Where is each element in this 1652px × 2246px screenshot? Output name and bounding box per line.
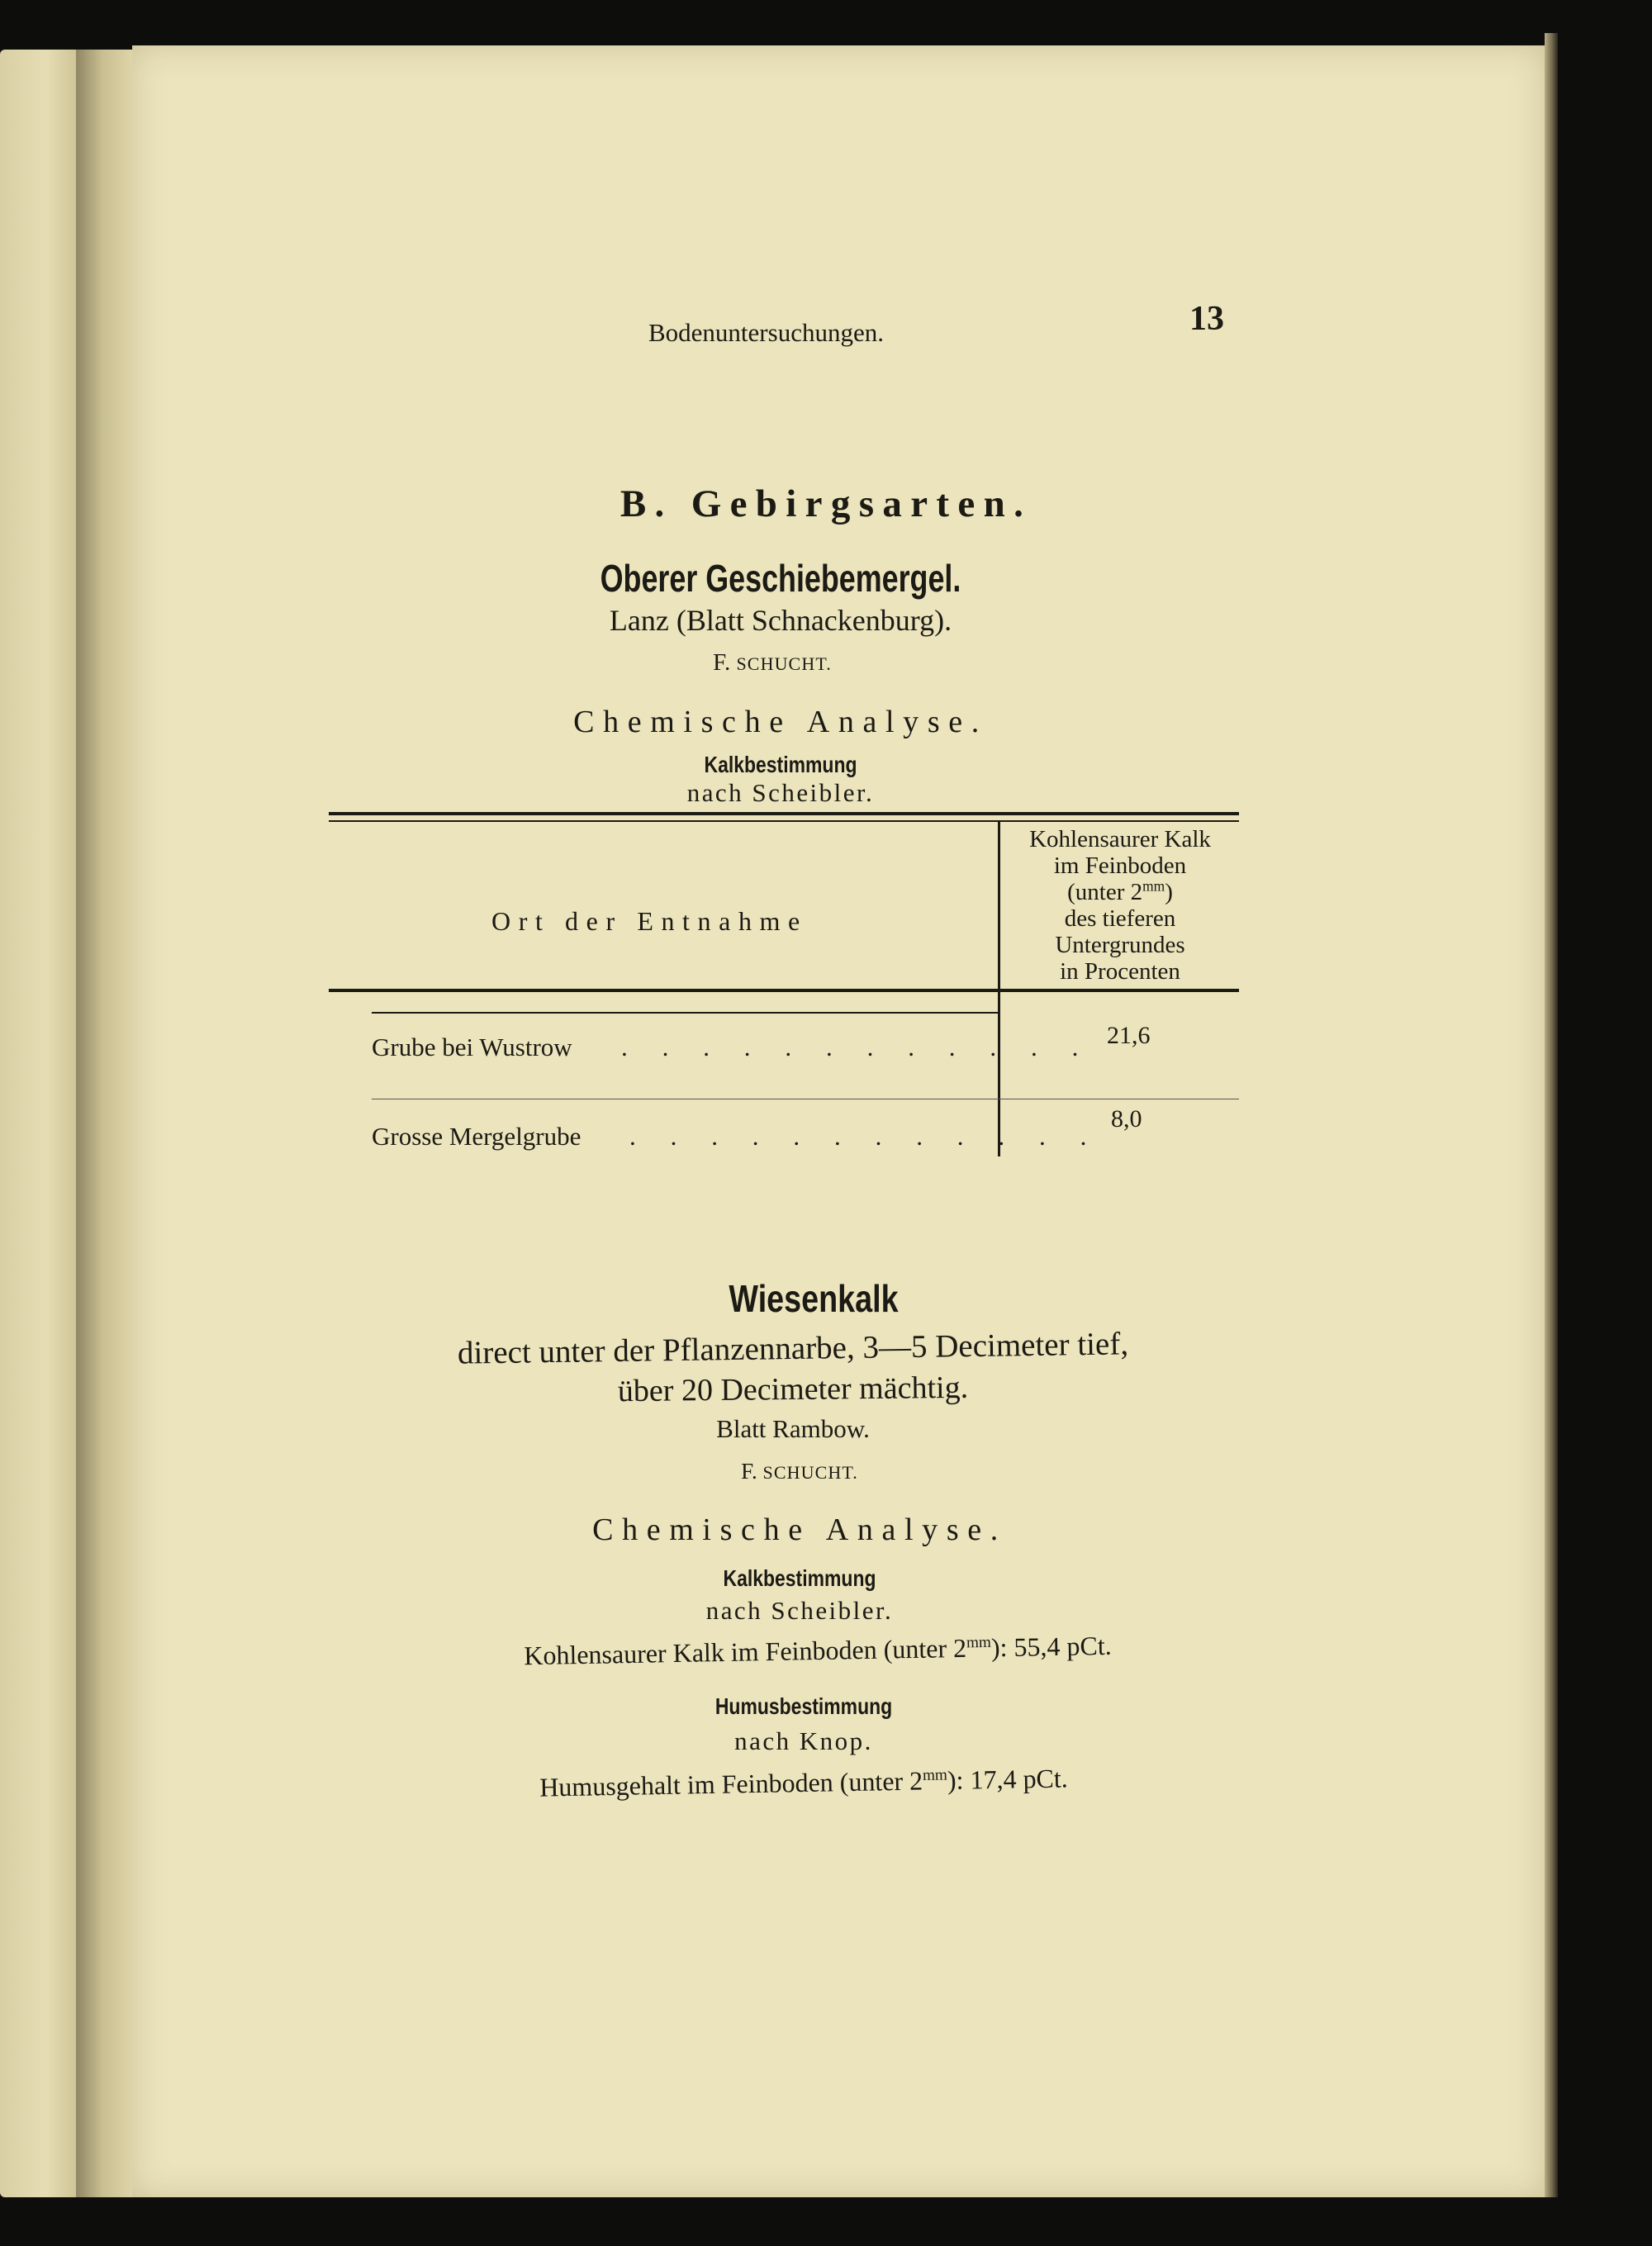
column-header-location: Ort der Entnahme — [491, 906, 808, 936]
sample2-method1-author: nach Scheibler. — [705, 1596, 894, 1625]
table-top-rule-thin — [329, 820, 1239, 822]
header-line: (unter $2^{mm}$) — [1067, 877, 1173, 905]
analysis-heading: Chemische Analyse. — [573, 705, 988, 739]
table-top-rule — [329, 812, 1239, 815]
leader-dots: . . . . . . . . . . . . — [621, 1033, 1093, 1061]
running-title: Bodenuntersuchungen. — [648, 318, 884, 347]
leader-dots: . . . . . . . . . . . . — [629, 1122, 1101, 1151]
sample2-description-line1: direct unter der Pflanzennarbe, 3—5 Decimeter tief, — [457, 1326, 1129, 1371]
sample-author — [713, 649, 832, 677]
sample2-result1: Kohlensaurer Kalk im Feinboden (unter $2^{mm}$): 55,4 pCt. — [523, 1630, 1113, 1671]
sample2-analysis-heading: Chemische Analyse. — [592, 1512, 1007, 1547]
sample2-title: Wiesenkalk — [729, 1277, 899, 1320]
author-initial: F. — [713, 649, 731, 676]
sample-title: Oberer Geschiebemergel. — [600, 557, 961, 600]
method-heading: Kalkbestimmung — [704, 752, 857, 777]
section-title: B. Gebirgsarten. — [620, 482, 1032, 525]
sample2-author — [741, 1459, 858, 1484]
table-row-rule-left — [372, 1012, 998, 1014]
sample2-description-line2: über 20 Decimeter mächtig. — [617, 1370, 969, 1409]
sample2-result2: Humusgehalt im Feinboden (unter $2^{mm}$): 17,4 pCt. — [539, 1763, 1069, 1802]
sample2-method1-heading: Kalkbestimmung — [723, 1565, 876, 1591]
header-line: im Feinboden — [1053, 852, 1187, 879]
page-edge-shadow — [1545, 33, 1558, 2197]
table-row-value: 8,0 — [1111, 1105, 1142, 1132]
header-line: Untergrundes — [1055, 932, 1185, 958]
author-initial: F. — [741, 1459, 757, 1484]
table-row-value: 21,6 — [1107, 1022, 1151, 1049]
table-header-rule — [329, 989, 1239, 992]
header-line: in Procenten — [1060, 958, 1180, 985]
sample2-method2-author: nach Knop. — [734, 1726, 873, 1755]
facing-page-edge — [0, 50, 76, 2197]
header-line: des tieferen — [1064, 905, 1176, 932]
column-header-value — [1001, 826, 1239, 985]
table-row-location: Grube bei Wustrow — [372, 1033, 572, 1061]
author-name: SCHUCHT. — [736, 653, 832, 674]
sample-location: Lanz (Blatt Schnackenburg). — [609, 604, 952, 637]
sample2-sheet: Blatt Rambow. — [716, 1414, 870, 1443]
page-number: 13 — [1189, 300, 1224, 338]
table-row-location: Grosse Mergelgrube — [372, 1122, 582, 1151]
sample2-method2-heading: Humusbestimmung — [714, 1693, 893, 1719]
author-name: SCHUCHT. — [762, 1462, 858, 1483]
header-line: Kohlensaurer Kalk — [1029, 826, 1211, 852]
method-author: nach Scheibler. — [686, 778, 875, 807]
